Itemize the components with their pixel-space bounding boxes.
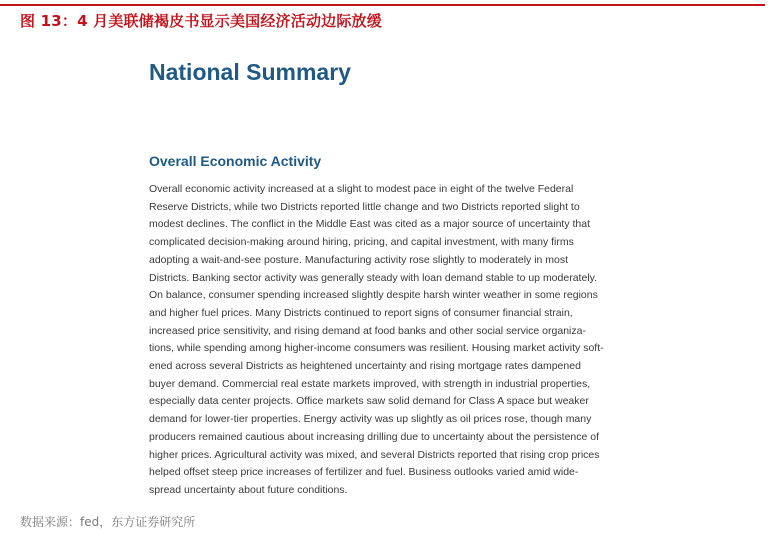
section-heading: Overall Economic Activity [149,153,322,169]
paragraph-line: especially data center projects. Office markets saw solid demand for Class A space but weaker [149,395,589,408]
paragraph-line: increased price sensitivity, and rising demand at food banks and other social service organiza- [149,324,586,337]
paragraph-line: tions, while spending among higher-income consumers was resilient. Housing market activity soft- [149,342,604,355]
paragraph-line: ened across several Districts as heightened uncertainty and rising mortgage rates dampened [149,360,581,373]
paragraph-line: On balance, consumer spending increased slightly despite harsh winter weather in some regions [149,289,598,302]
paragraph-line: Overall economic activity increased at a slight to modest pace in eight of the twelve Federal [149,183,574,195]
document-excerpt [0,32,771,502]
paragraph-line: adopting a wait-and-see posture. Manufacturing activity rose slightly to moderately in most [149,253,569,266]
paragraph-line: buyer demand. Commercial real estate markets improved, with strength in industrial properties, [149,377,591,390]
paragraph-line: modest declines. The conflict in the Middle East was cited as a major source of uncertainty that [149,218,591,231]
paragraph-line: Reserve Districts, while two Districts reported little change and two Districts reported slight to [149,200,580,213]
top-rule [0,4,765,6]
paragraph-line: and higher fuel prices. Many Districts continued to report signs of consumer financial strain, [149,306,573,319]
figure-caption: 图 13：4 月美联储褐皮书显示美国经济活动边际放缓 [20,12,382,30]
paragraph-line: demand for lower-tier properties. Energy activity was up slightly as oil prices rose, though many [149,413,592,426]
source-note: 数据来源：fed，东方证券研究所 [20,515,196,529]
paragraph-line: complicated decision-making around hiring, pricing, and capital investment, with many firms [149,236,574,249]
paragraph-line: Districts. Banking sector activity was generally steady with loan demand stable to up moderately. [149,271,598,284]
section-paragraph [149,181,629,500]
paragraph-line: helped offset steep price increases of fertilizer and fuel. Business outlooks varied amid wide- [149,466,579,479]
paragraph-line: producers remained cautious about increasing drilling due to uncertainty about the persistence of [149,430,600,443]
paragraph-line: higher prices. Agricultural activity was mixed, and several Districts reported that rising crop prices [149,448,600,461]
figure-header [0,0,771,32]
page-title: National Summary [149,59,351,85]
paragraph-line: spread uncertainty about future conditions. [149,483,348,496]
